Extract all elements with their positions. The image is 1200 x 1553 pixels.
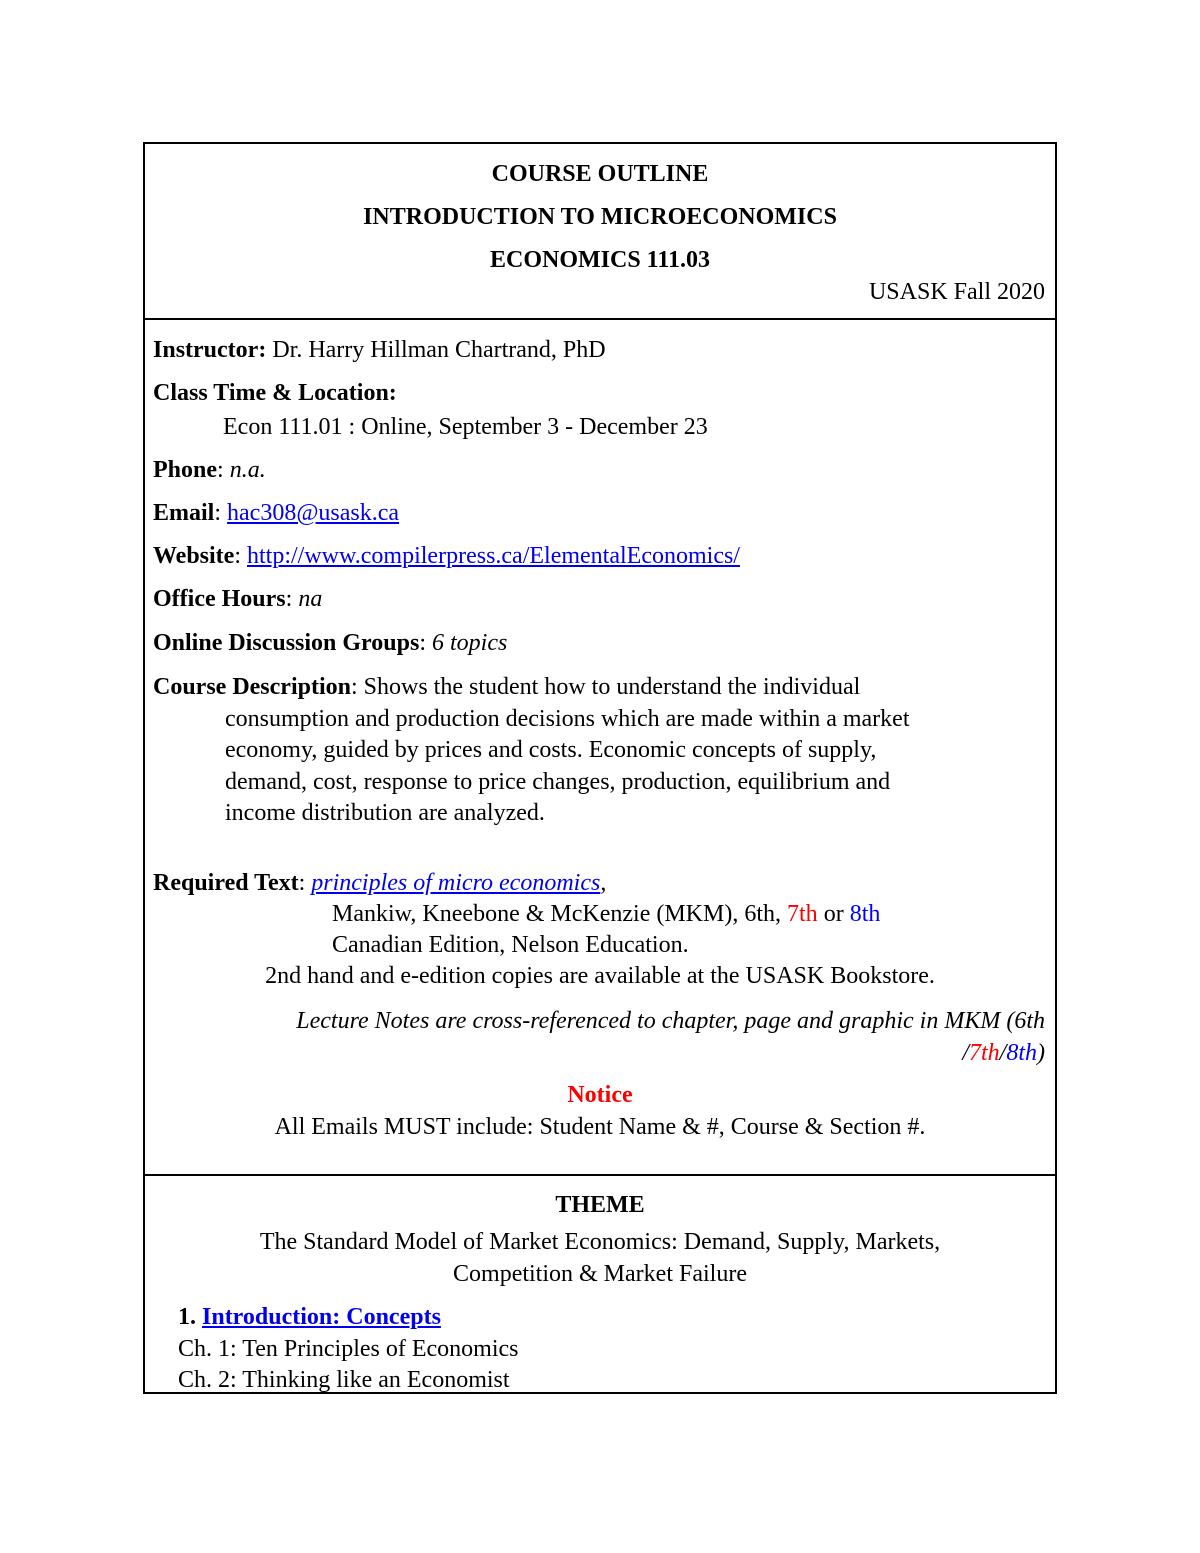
topic-1-link[interactable]: Introduction: Concepts <box>202 1304 441 1330</box>
theme-line2: Competition & Market Failure <box>453 1261 747 1287</box>
office-hours-label: Office Hours <box>153 586 286 612</box>
office-hours-row: Office Hours: na <box>153 586 323 612</box>
slash: / <box>962 1040 969 1066</box>
header-title: COURSE OUTLINE <box>491 161 709 187</box>
course-name: INTRODUCTION TO MICROECONOMICS <box>363 204 837 230</box>
instructor-label: Instructor: <box>153 337 267 363</box>
phone-value: n.a. <box>229 457 266 483</box>
discussion-groups-label: Online Discussion Groups <box>153 630 420 656</box>
required-text-row: Required Text: principles of micro economics, <box>153 870 607 896</box>
theme-section <box>145 1174 1055 1394</box>
instructor-value: Dr. Harry Hillman Chartrand, PhD <box>266 337 606 363</box>
slash: / <box>999 1040 1007 1066</box>
email-label: Email <box>153 500 215 526</box>
notice-title: Notice <box>567 1082 633 1108</box>
description-first-line <box>153 672 860 703</box>
description-text: : Shows the student how to understand the individual <box>350 674 861 700</box>
chapter-item: Ch. 1: Ten Principles of Economics <box>178 1336 519 1362</box>
phone-label: Phone <box>153 457 218 483</box>
course-code: ECONOMICS 111.03 <box>489 247 711 273</box>
textbook-authors <box>332 899 880 930</box>
authors-text: Mankiw, Kneebone & McKenzie (MKM), 6th, <box>332 901 788 927</box>
description-line: economy, guided by prices and costs. Economic concepts of supply, <box>225 737 877 763</box>
office-hours-value: na <box>298 586 323 612</box>
notice-body: All Emails MUST include: Student Name & #, Course & Section #. <box>274 1114 926 1140</box>
notes-7th: 7th <box>968 1040 1000 1066</box>
discussion-groups-value: 6 topics <box>431 630 508 656</box>
class-value: Econ 111.01 : Online, September 3 - December 23 <box>223 414 708 440</box>
topic-1 <box>178 1302 441 1333</box>
notes-8th: 8th <box>1006 1040 1037 1066</box>
email-link[interactable]: hac308@usask.ca <box>227 500 400 526</box>
topic-number: 1. <box>178 1304 202 1330</box>
lecture-notes-line2 <box>962 1038 1045 1069</box>
info-section <box>145 318 1055 1176</box>
instructor-row <box>153 335 606 366</box>
description-line: demand, cost, response to price changes, production, equilibrium and <box>225 769 891 795</box>
discussion-groups-row: Online Discussion Groups: 6 topics <box>153 630 508 656</box>
edition-7th: 7th <box>787 901 818 927</box>
chapter-item: Ch. 2: Thinking like an Economist <box>178 1367 510 1393</box>
website-label: Website <box>153 543 235 569</box>
required-text-label: Required Text <box>153 870 299 896</box>
description-line: consumption and production decisions which are made within a market <box>225 706 910 732</box>
website-link[interactable]: http://www.compilerpress.ca/ElementalEconomics/ <box>247 543 740 569</box>
description-label: Course Description <box>153 674 351 700</box>
textbook-edition: Canadian Edition, Nelson Education. <box>332 932 689 958</box>
or-text: or <box>817 901 850 927</box>
textbook-link[interactable]: principles of micro economics <box>311 870 601 896</box>
header-section <box>145 144 1055 320</box>
email-row: Email: hac308@usask.ca <box>153 500 400 526</box>
phone-row: Phone: n.a. <box>153 457 266 483</box>
lecture-notes-line1: Lecture Notes are cross-referenced to chapter, page and graphic in MKM (6th <box>296 1008 1045 1034</box>
close-paren: ) <box>1037 1040 1045 1066</box>
class-label: Class Time & Location: <box>153 380 397 406</box>
website-row: Website: http://www.compilerpress.ca/ElementalEconomics/ <box>153 543 740 569</box>
edition-8th: 8th <box>849 901 881 927</box>
theme-line1: The Standard Model of Market Economics: Demand, Supply, Markets, <box>259 1229 941 1255</box>
description-line: income distribution are analyzed. <box>225 800 545 826</box>
textbook-availability: 2nd hand and e-edition copies are available at the USASK Bookstore. <box>265 963 935 989</box>
theme-title: THEME <box>555 1192 645 1218</box>
course-outline-box <box>143 142 1057 1394</box>
term: USASK Fall 2020 <box>868 279 1045 305</box>
